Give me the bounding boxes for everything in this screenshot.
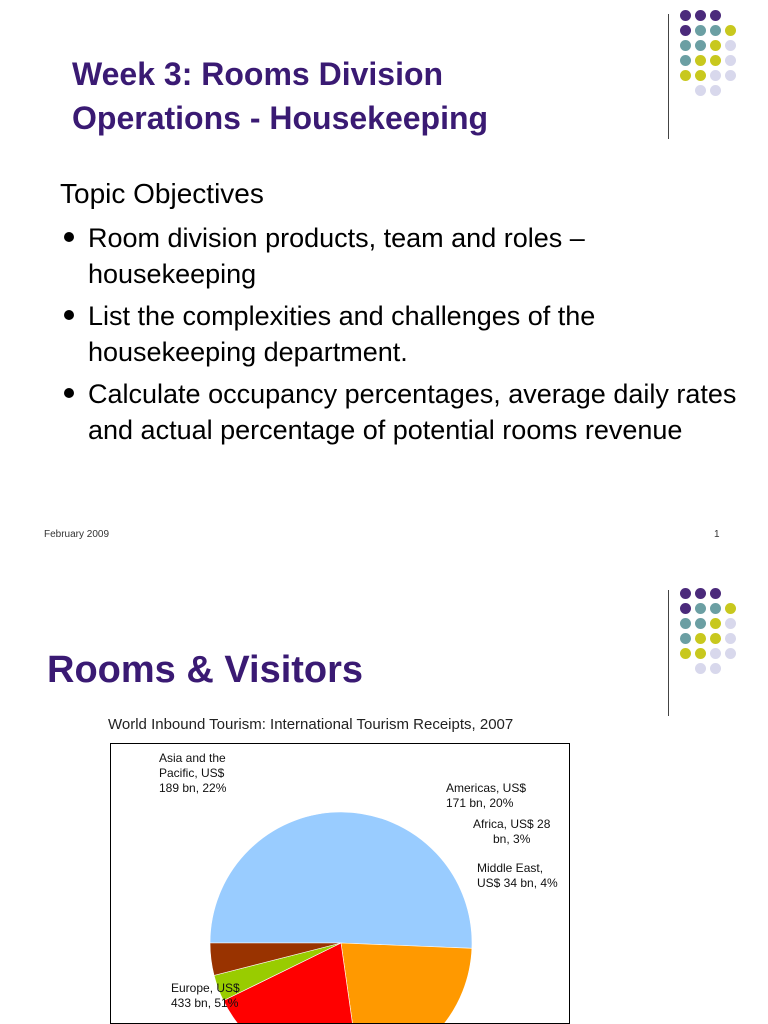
title-line-1: Week 3: Rooms Division [72,56,444,92]
decorative-dot [710,633,721,644]
pie-slice-asia-and-the-pacific [341,943,472,1024]
objective-item: Calculate occupancy percentages, average daily rates and actual percentage of potential rooms revenue [60,376,750,448]
decorative-dot [695,663,706,674]
decorative-dot [695,40,706,51]
decorative-dot [695,588,706,599]
chart-caption: World Inbound Tourism: International Tourism Receipts, 2007 [108,716,514,733]
slice-label-middle-east: Middle East, US$ 34 bn, 4% [477,861,558,890]
slide-title: Rooms & Visitors [47,649,364,691]
decorative-dot [725,633,736,644]
decorative-dot [680,588,691,599]
decorative-dot-grid [680,588,760,698]
page-number: 1 [714,529,720,540]
decorative-dot [725,603,736,614]
decorative-dot [695,55,706,66]
slice-label-americas: Americas, US$ 171 bn, 20% [446,781,527,810]
decorative-dot [725,618,736,629]
decorative-dot [710,648,721,659]
decorative-dot [725,70,736,81]
decorative-dot [695,633,706,644]
decorative-dot [710,40,721,51]
decorative-dot [695,85,706,96]
title-line-2: Operations - Housekeeping [72,100,489,136]
decorative-dot [710,55,721,66]
pie-chart [110,743,570,1024]
decorative-dot [710,603,721,614]
decorative-dot [695,25,706,36]
decorative-dot [680,648,691,659]
decorative-dot [725,25,736,36]
decorative-dot [695,70,706,81]
decorative-dot [725,55,736,66]
decorative-dot [695,648,706,659]
footer-date: February 2009 [44,529,110,540]
decorative-dot [680,633,691,644]
decorative-dot [695,603,706,614]
objectives-list [60,220,750,454]
slice-label-asia-pacific: Asia and the Pacific, US$ 189 bn, 22% [159,751,227,795]
decorative-divider-line [668,14,669,139]
decorative-dot [680,55,691,66]
decorative-dot [680,40,691,51]
topic-heading: Topic Objectives [60,178,264,209]
decorative-dot [710,85,721,96]
slice-label-africa: Africa, US$ 28 bn, 3% [473,817,551,846]
objective-item: List the complexities and challenges of the housekeeping department. [60,298,750,370]
decorative-dot [710,618,721,629]
decorative-dot [710,588,721,599]
decorative-dot [680,10,691,21]
decorative-dot [725,648,736,659]
slice-label-europe: Europe, US$ 433 bn, 51% [171,981,240,1010]
decorative-dot [680,70,691,81]
decorative-dot [725,40,736,51]
decorative-dot [680,618,691,629]
objective-item: Room division products, team and roles – housekeeping [60,220,750,292]
decorative-dot [710,663,721,674]
decorative-dot [695,618,706,629]
decorative-dot [710,10,721,21]
decorative-dot [680,603,691,614]
decorative-dot [680,25,691,36]
slide-2 [0,560,768,1024]
decorative-dot [695,10,706,21]
decorative-dot [710,70,721,81]
slide-title [72,52,488,140]
decorative-dot [710,25,721,36]
pie-slice-europe [210,812,472,948]
decorative-divider-line [668,590,669,716]
decorative-dot-grid [680,10,760,120]
